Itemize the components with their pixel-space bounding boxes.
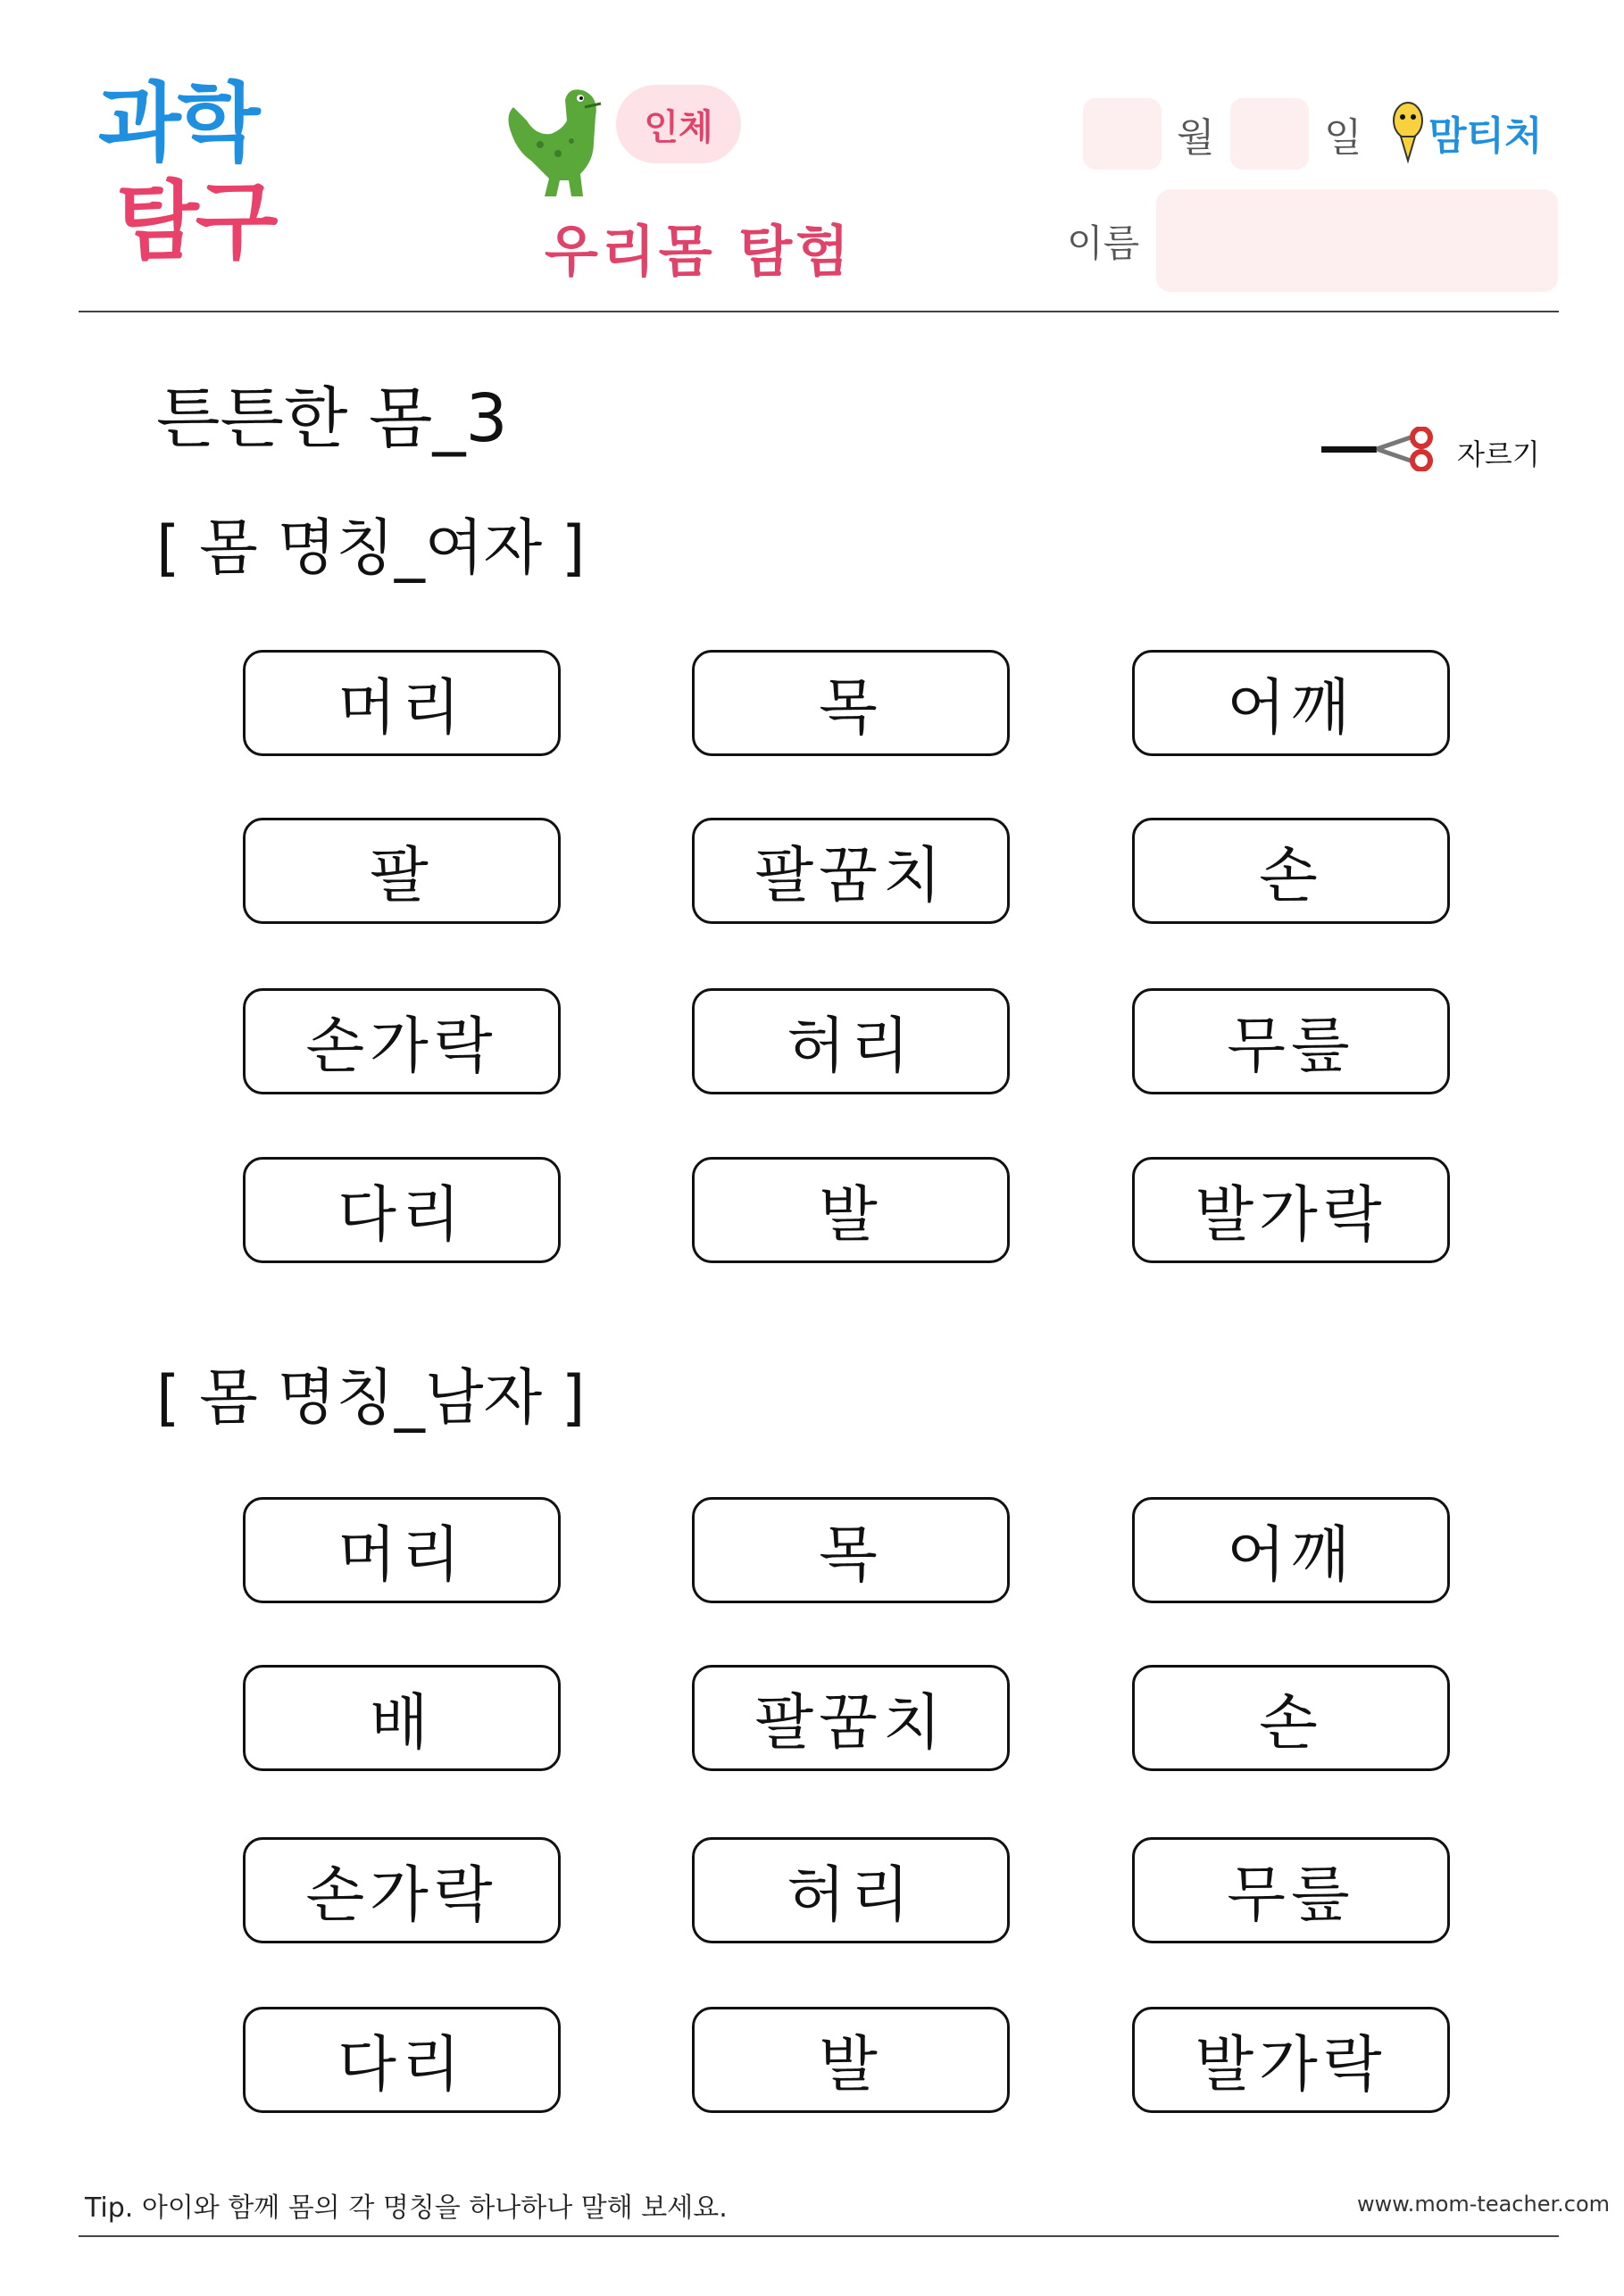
word-card[interactable]: 손가락 [243, 1837, 561, 1943]
word-card[interactable]: 손 [1132, 818, 1450, 924]
word-card[interactable]: 발가락 [1132, 2007, 1450, 2113]
word-card[interactable]: 허리 [692, 988, 1010, 1094]
brand-logo [1388, 94, 1567, 174]
word-card[interactable]: 다리 [243, 2007, 561, 2113]
word-card[interactable]: 어깨 [1132, 650, 1450, 756]
word-card[interactable]: 머리 [243, 1497, 561, 1603]
logo-line-explore: 탐구 [116, 171, 275, 271]
word-card[interactable]: 목 [692, 650, 1010, 756]
logo-line-science: 과학 [98, 73, 257, 173]
name-field[interactable] [1156, 189, 1558, 292]
footer-website[interactable]: www.mom-teacher.com [1357, 2192, 1611, 2217]
scissors-icon [1321, 427, 1442, 471]
day-field[interactable] [1230, 98, 1309, 170]
word-card[interactable]: 어깨 [1132, 1497, 1450, 1603]
month-label: 월 [1177, 115, 1215, 161]
day-label: 일 [1324, 115, 1362, 161]
worksheet-title: 튼튼한 몸_3 [156, 380, 508, 457]
word-card[interactable]: 발 [692, 2007, 1010, 2113]
word-card[interactable]: 머리 [243, 650, 561, 756]
subject-title: 우리몸 탐험 [545, 219, 854, 284]
word-card[interactable]: 발 [692, 1157, 1010, 1263]
word-card[interactable]: 무릎 [1132, 988, 1450, 1094]
word-card[interactable]: 손 [1132, 1665, 1450, 1771]
cut-label: 자르기 [1457, 437, 1540, 471]
month-field[interactable] [1083, 98, 1162, 170]
header-divider [79, 311, 1559, 312]
section-heading-female: [ 몸 명칭_여자 ] [156, 513, 586, 584]
word-card[interactable]: 배 [243, 1665, 561, 1771]
word-card[interactable]: 발가락 [1132, 1157, 1450, 1263]
word-card[interactable]: 목 [692, 1497, 1010, 1603]
word-card[interactable]: 팔꿈치 [692, 1665, 1010, 1771]
footer-tip: Tip. 아이와 함께 몸의 각 명칭을 하나하나 말해 보세요. [85, 2192, 728, 2224]
word-card[interactable]: 허리 [692, 1837, 1010, 1943]
category-badge: 인체 [616, 85, 741, 163]
dinosaur-icon [496, 80, 612, 201]
word-card[interactable]: 팔 [243, 818, 561, 924]
word-card[interactable]: 다리 [243, 1157, 561, 1263]
name-label: 이름 [1067, 221, 1140, 265]
word-card[interactable]: 무릎 [1132, 1837, 1450, 1943]
word-card[interactable]: 손가락 [243, 988, 561, 1094]
word-card[interactable]: 팔꿈치 [692, 818, 1010, 924]
svg-text:맘티처: 맘티처 [1428, 113, 1543, 159]
section-heading-male: [ 몸 명칭_남자 ] [156, 1363, 586, 1434]
footer-divider [79, 2235, 1559, 2237]
